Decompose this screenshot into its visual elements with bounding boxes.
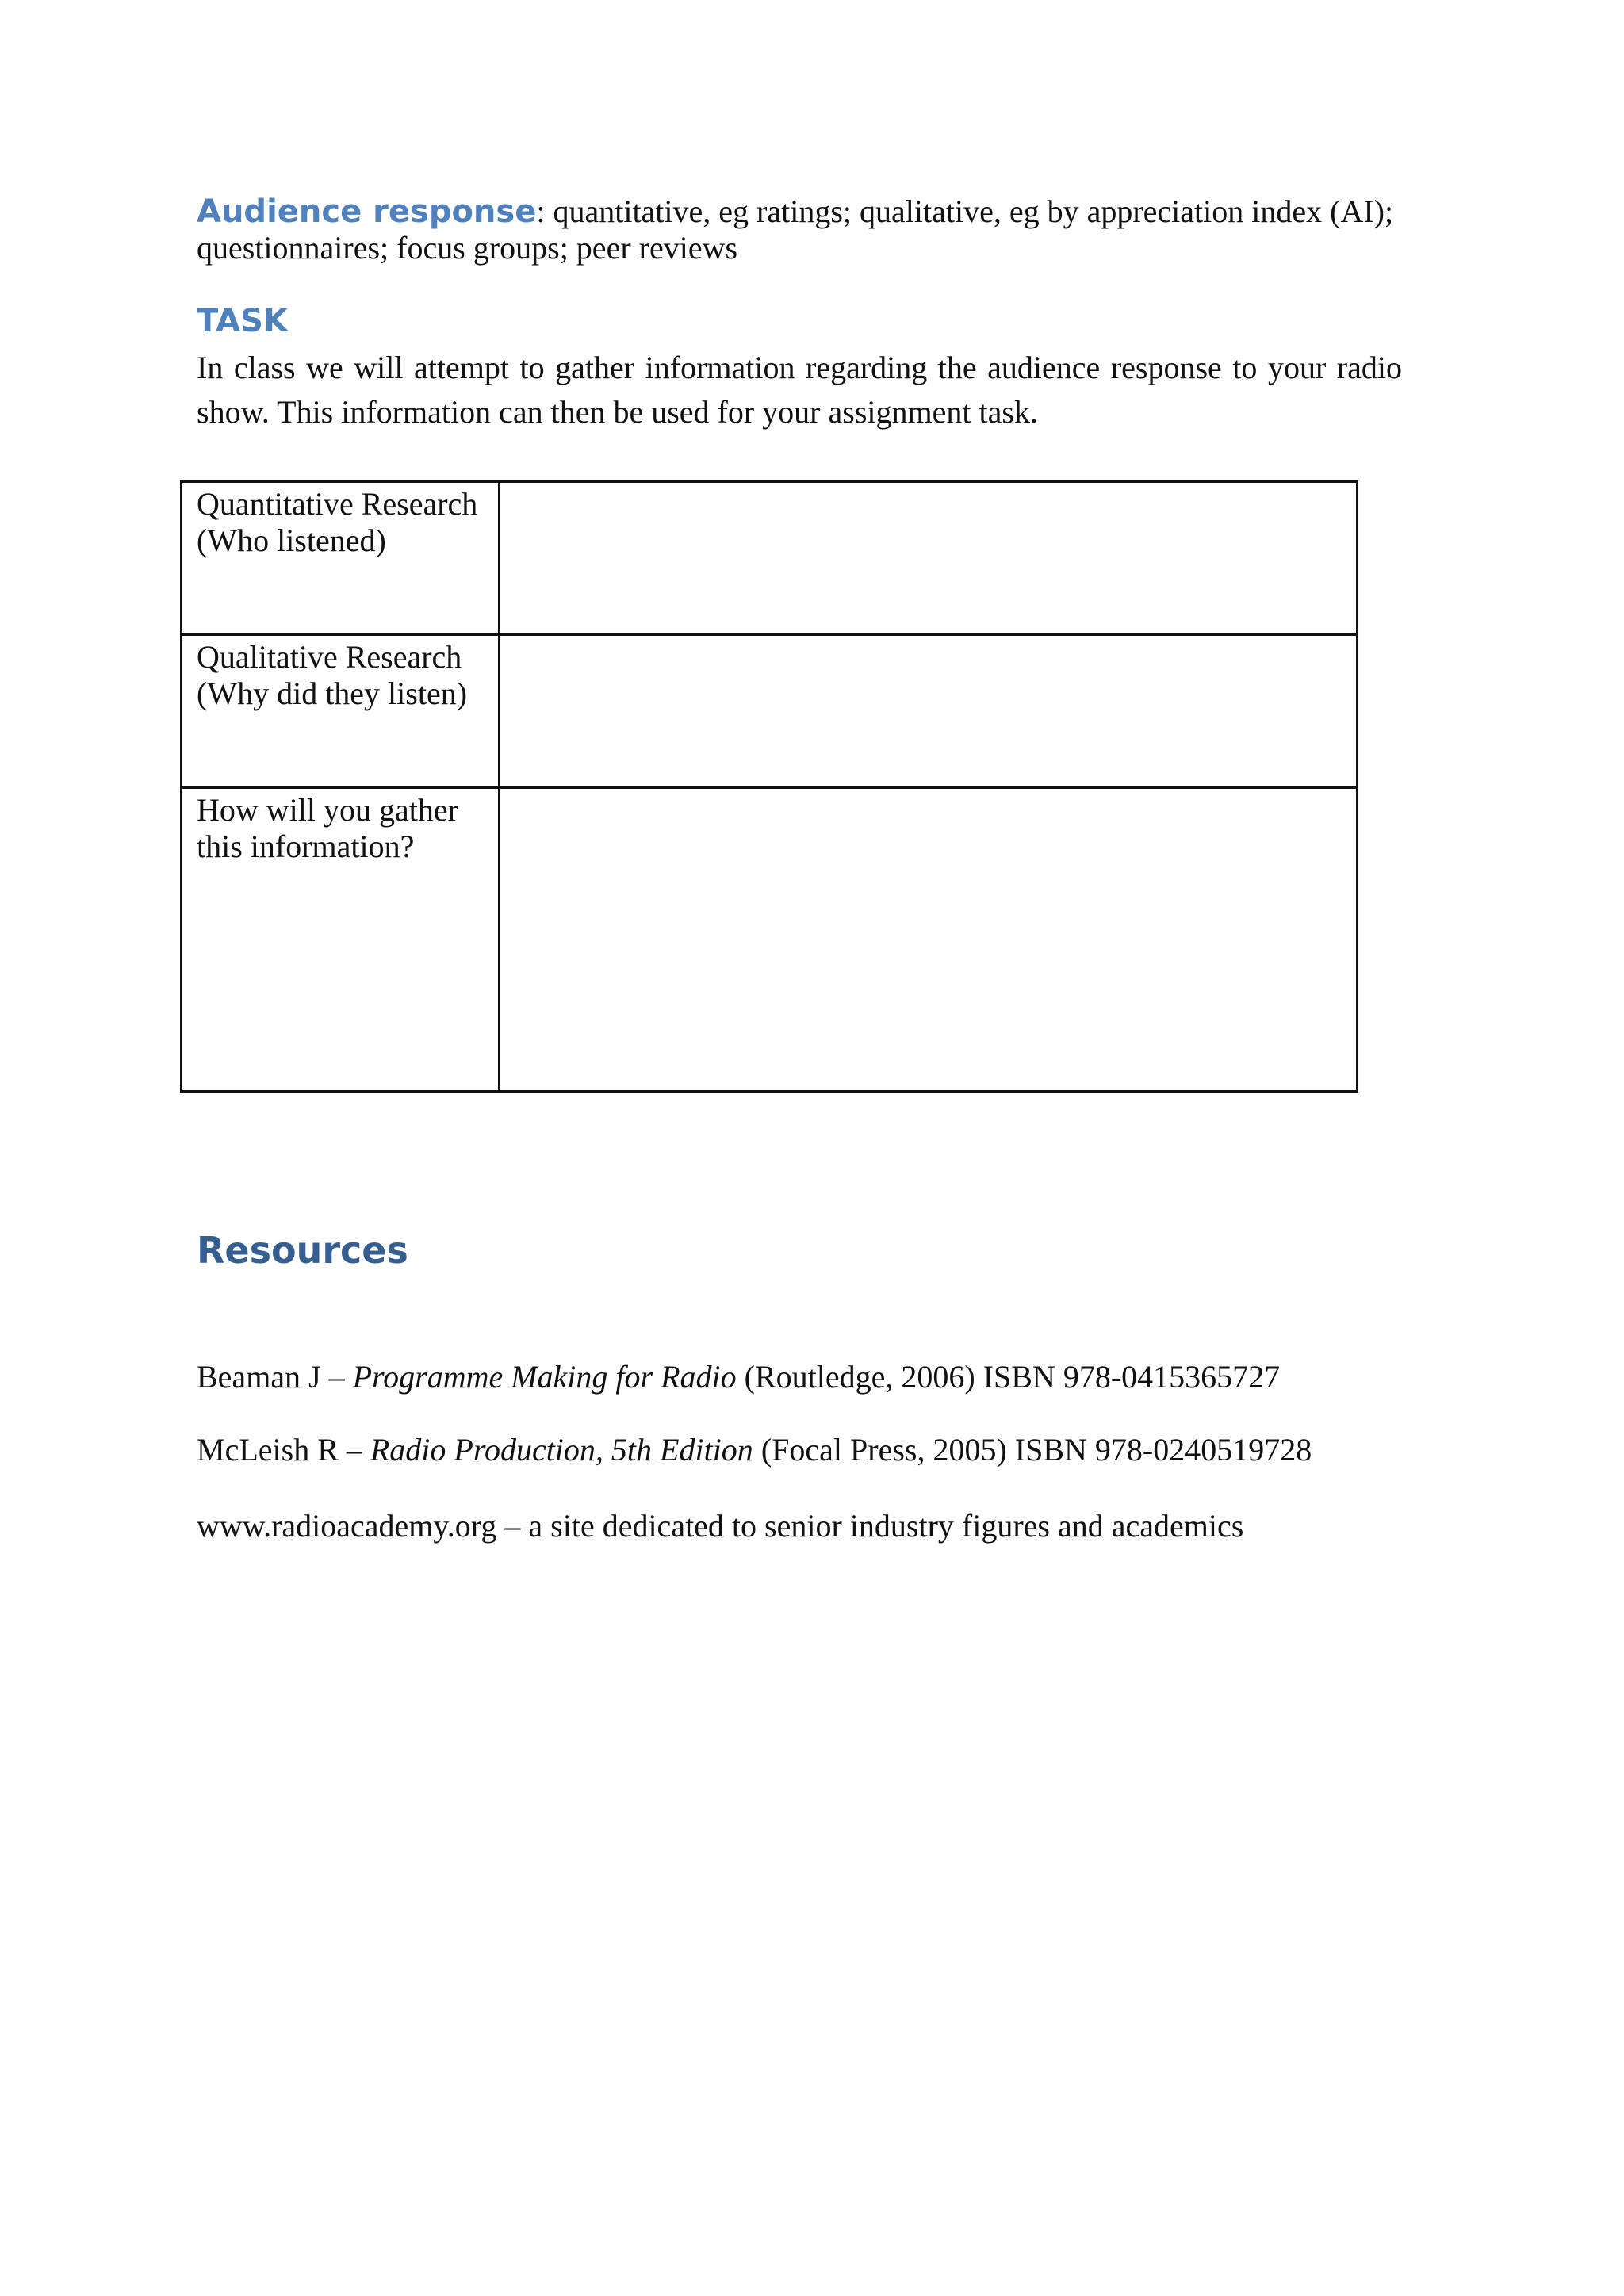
resource-suffix: – a site dedicated to senior industry figures and academics [496, 1508, 1244, 1544]
resource-book-title: Programme Making for Radio [352, 1359, 737, 1395]
resource-book-title: Radio Production, 5th Edition [370, 1432, 753, 1468]
resource-link[interactable]: www.radioacademy.org [197, 1508, 497, 1544]
resource-item-radioacademy [197, 1508, 1418, 1544]
row-label-quantitative: Quantitative Research (Who listened) [182, 482, 500, 635]
audience-response-text-line2: questionnaires; focus groups; peer reviews [197, 230, 738, 266]
resource-suffix: (Focal Press, 2005) ISBN 978-0240519728 [753, 1432, 1312, 1468]
row-label-qualitative: Qualitative Research (Why did they listen) [182, 635, 500, 788]
resource-item-beaman [197, 1359, 1418, 1395]
row-value-gather[interactable] [500, 788, 1358, 1092]
resources-title: Resources [197, 1229, 408, 1272]
resource-prefix: McLeish R – [197, 1432, 370, 1468]
resource-suffix: (Routledge, 2006) ISBN 978-0415365727 [736, 1359, 1281, 1395]
resource-item-mcleish [197, 1432, 1418, 1468]
table-row [182, 788, 1358, 1092]
audience-response-paragraph [197, 193, 1402, 266]
table-row [182, 635, 1358, 788]
row-value-quantitative[interactable] [500, 482, 1358, 635]
resource-prefix: Beaman J – [197, 1359, 353, 1395]
task-title: TASK [197, 303, 288, 339]
audience-response-heading: Audience response [197, 193, 537, 230]
table-row [182, 482, 1358, 635]
research-table [180, 480, 1358, 1093]
task-body: In class we will attempt to gather information regarding the audience response to your radio show. This information can then be used for your assignment task. [197, 350, 1402, 430]
row-label-gather: How will you gather this information? [182, 788, 500, 1092]
audience-response-text-line1: : quantitative, eg ratings; qualitative, eg by appreciation index (AI); [536, 193, 1394, 229]
row-value-qualitative[interactable] [500, 635, 1358, 788]
